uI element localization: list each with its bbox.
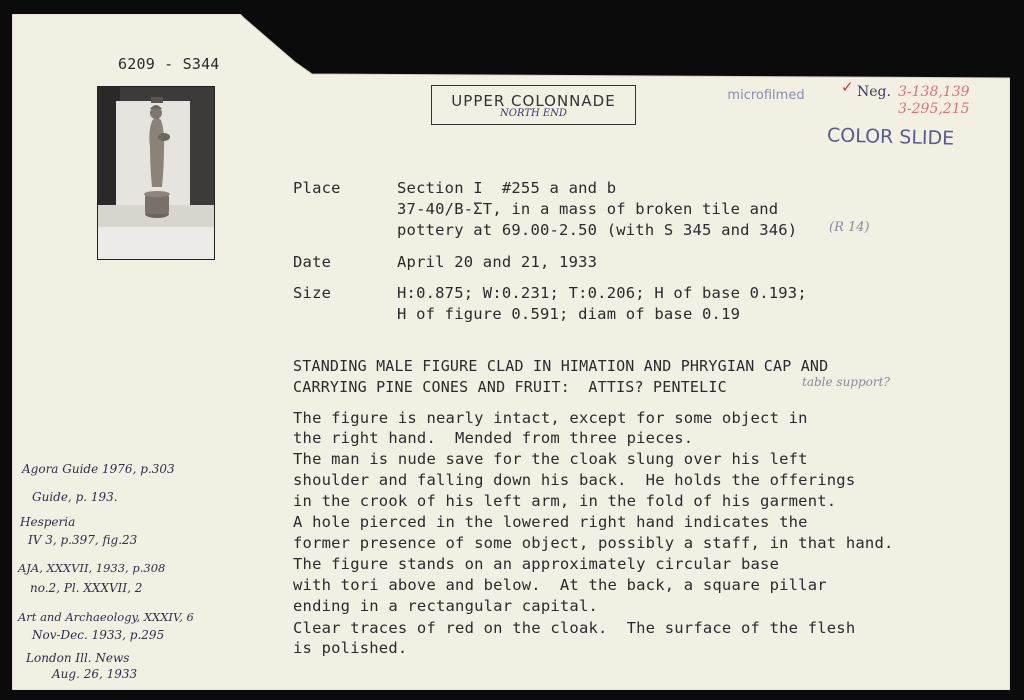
catalog-card — [12, 14, 1010, 690]
place-line-2: 37-40/B-ΣT, in a mass of broken tile and — [397, 200, 779, 218]
field-label-date: Date — [293, 253, 332, 271]
description-line: The man is nude save for the cloak slung over his left — [293, 450, 808, 468]
bibliography-line: IV 3, p.397, fig.23 — [28, 533, 138, 547]
bibliography-line: Guide, p. 193. — [32, 490, 118, 504]
bibliography-line: Art and Archaeology, XXXIV, 6 — [18, 610, 194, 624]
description-line: with tori above and below. At the back, a square pillar — [293, 576, 827, 594]
check-mark-icon: ✓ — [841, 78, 854, 96]
sculpture-photo — [97, 86, 215, 260]
description-line: former presence of some object, possibly a staff, in that hand. — [293, 534, 894, 552]
color-slide-stamp: COLOR SLIDE — [826, 124, 955, 150]
bibliography-line: no.2, Pl. XXXVII, 2 — [30, 581, 143, 595]
description-line: Clear traces of red on the cloak. The surface of the flesh — [293, 619, 856, 637]
neg-label: Neg. — [857, 84, 891, 100]
description-line: A hole pierced in the lowered right hand indicates the — [293, 513, 808, 531]
microfilmed-stamp: microfilmed — [727, 88, 805, 103]
field-label-size: Size — [293, 284, 332, 302]
location-sub-text: NORTH END — [500, 108, 567, 119]
description-line: the right hand. Mended from three pieces. — [293, 429, 694, 447]
bibliography-line: Aug. 26, 1933 — [52, 667, 138, 681]
description-line: The figure is nearly intact, except for some object in — [293, 409, 808, 427]
size-line-1: H:0.875; W:0.231; T:0.206; H of base 0.193; — [397, 284, 807, 302]
location-stamp — [431, 85, 636, 125]
bibliography-line: Nov-Dec. 1933, p.295 — [32, 628, 165, 642]
place-line-1: Section I #255 a and b — [397, 179, 617, 197]
description-line: shoulder and falling down his back. He holds the offerings — [293, 471, 856, 489]
description-line: The figure stands on an approximately circular base — [293, 555, 780, 573]
bibliography-line: Agora Guide 1976, p.303 — [22, 462, 175, 476]
place-line-3: pottery at 69.00-2.50 (with S 345 and 346) — [397, 221, 798, 239]
field-label-place: Place — [293, 179, 341, 197]
title-note: table support? — [802, 375, 890, 389]
description-line: in the crook of his left arm, in the fold of his garment. — [293, 492, 837, 510]
size-line-2: H of figure 0.591; diam of base 0.19 — [397, 305, 741, 323]
neg-number-2: 3-295,215 — [898, 101, 970, 117]
catalog-number: 6209 - S344 — [118, 55, 220, 73]
bibliography-line: AJA, XXXVII, 1933, p.308 — [18, 561, 166, 575]
title-line-2: CARRYING PINE CONES AND FRUIT: ATTIS? PENTELIC — [293, 378, 727, 396]
description-line: is polished. — [293, 639, 408, 657]
bibliography-line: Hesperia — [20, 515, 76, 529]
statue-image — [98, 87, 214, 259]
description-line: ending in a rectangular capital. — [293, 597, 599, 615]
title-line-1: STANDING MALE FIGURE CLAD IN HIMATION AND PHRYGIAN CAP AND — [293, 357, 829, 375]
bibliography-line: London Ill. News — [26, 651, 130, 665]
place-note: (R 14) — [829, 220, 870, 235]
neg-number-1: 3-138,139 — [898, 84, 970, 100]
date-value: April 20 and 21, 1933 — [397, 253, 598, 271]
location-stamp-text: UPPER COLONNADE — [451, 92, 616, 110]
